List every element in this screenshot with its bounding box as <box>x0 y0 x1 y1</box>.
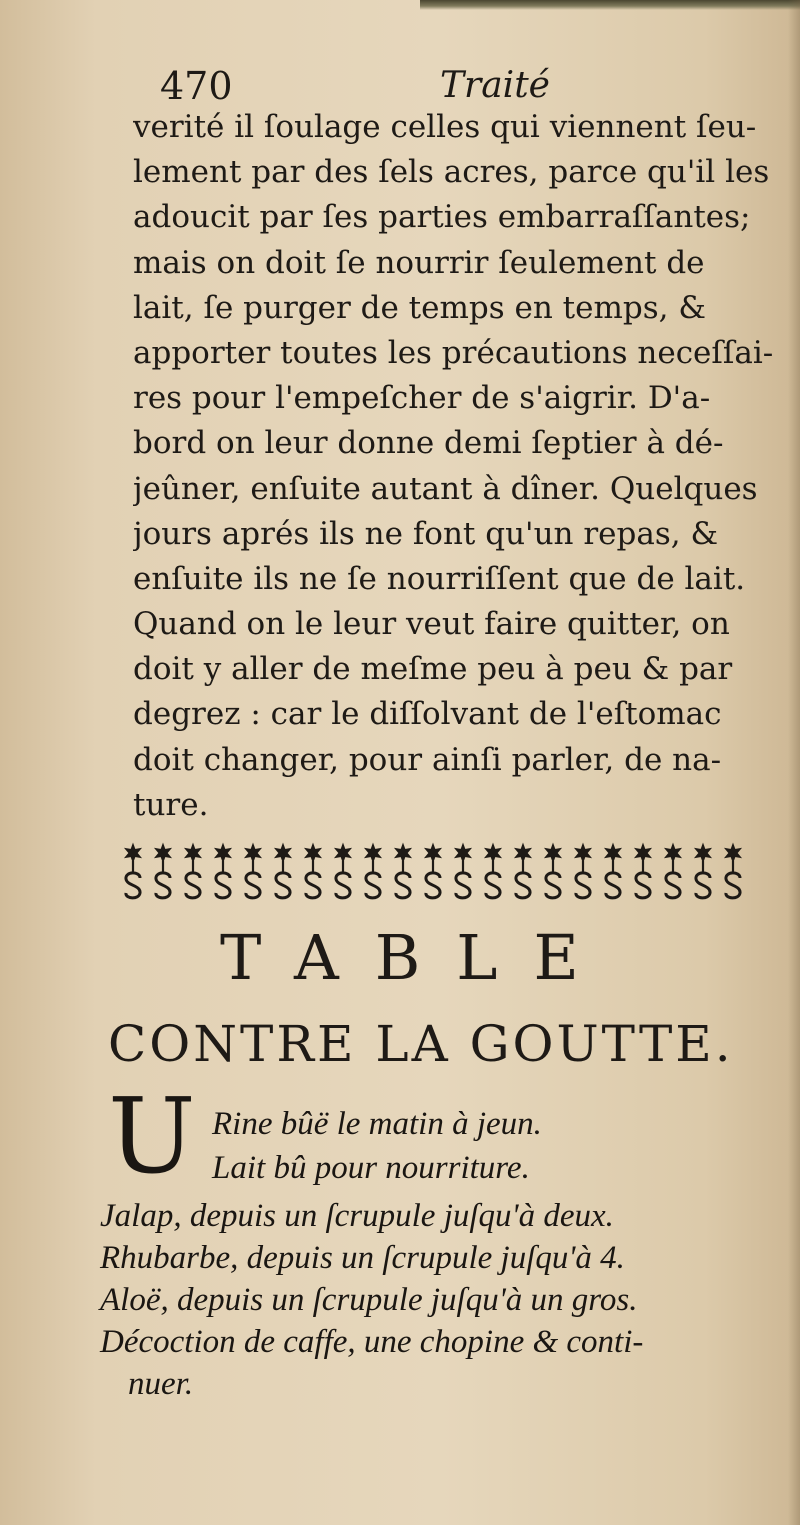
text-line: ture. <box>133 786 209 823</box>
fleuron-icon <box>665 844 681 898</box>
fleuron-icon <box>155 844 171 898</box>
ornament-svg <box>118 833 748 905</box>
remedy-item: Jalap, depuis un ſcrupule juſqu'à deux. <box>100 1198 614 1234</box>
fleuron-icon <box>185 844 201 898</box>
text-line: verité il ſoulage celles qui viennent ſeu- <box>133 109 757 145</box>
remedy-item: Lait bû pour nourriture. <box>212 1150 530 1186</box>
text-line: mais on doit ſe nourrir ſeulement de <box>133 244 705 281</box>
remedy-item: Décoction de caffe, une chopine & conti- <box>100 1324 644 1360</box>
drop-cap: U <box>108 1075 196 1197</box>
text-line: res pour l'empeſcher de s'aigrir. D'a- <box>133 380 711 417</box>
text-line: lait, ſe purger de temps en temps, & <box>133 289 706 326</box>
fleuron-icon <box>245 844 261 898</box>
fleuron-icon <box>485 844 501 898</box>
page-number: 470 <box>160 64 233 108</box>
page-top-edge <box>420 0 800 10</box>
remedy-item: Rhubarbe, depuis un ſcrupule juſqu'à 4. <box>100 1240 625 1276</box>
page-right-edge <box>788 0 800 1525</box>
decorative-ornament-band <box>118 833 748 905</box>
text-line: jours aprés ils ne font qu'un repas, & <box>133 515 719 552</box>
body-paragraph <box>133 105 773 828</box>
text-line: enſuite ils ne ſe nourriſſent que de lait. <box>133 560 746 597</box>
running-head: Traité <box>440 65 550 106</box>
text-line: Quand on le leur veut faire quitter, on <box>133 606 730 643</box>
fleuron-icon <box>605 844 621 898</box>
fleuron-icon <box>365 844 381 898</box>
fleuron-icon <box>695 844 711 898</box>
fleuron-icon <box>545 844 561 898</box>
text-line: bord on leur donne demi ſeptier à dé- <box>133 425 724 462</box>
fleuron-icon <box>425 844 441 898</box>
section-title: TABLE <box>220 921 615 994</box>
text-line: apporter toutes les précautions neceſſai- <box>133 334 773 371</box>
fleuron-icon <box>455 844 471 898</box>
text-line: doit y aller de meſme peu à peu & par <box>133 651 733 688</box>
text-line: jeûner, enſuite autant à dîner. Quelques <box>133 470 758 507</box>
fleuron-icon <box>125 844 141 898</box>
fleuron-icon <box>335 844 351 898</box>
fleuron-icon <box>215 844 231 898</box>
remedy-item: nuer. <box>128 1366 194 1402</box>
fleuron-icon <box>515 844 531 898</box>
text-line: degrez : car le diſſolvant de l'eſtomac <box>133 696 722 733</box>
fleuron-icon <box>725 844 741 898</box>
fleuron-icon <box>275 844 291 898</box>
text-line: doit changer, pour ainſi parler, de na- <box>133 741 722 778</box>
section-subtitle: CONTRE LA GOUTTE. <box>108 1015 734 1073</box>
text-line: adoucit par ſes parties embarraſſantes; <box>133 199 751 236</box>
fleuron-icon <box>635 844 651 898</box>
text-line: lement par des ſels acres, parce qu'il les <box>133 154 770 191</box>
remedy-item: Rine bûë le matin à jeun. <box>212 1106 542 1142</box>
remedy-list <box>100 1075 780 1410</box>
fleuron-icon <box>305 844 321 898</box>
fleuron-icon <box>575 844 591 898</box>
fleuron-icon <box>395 844 411 898</box>
remedy-item: Aloë, depuis un ſcrupule juſqu'à un gros. <box>100 1282 638 1318</box>
